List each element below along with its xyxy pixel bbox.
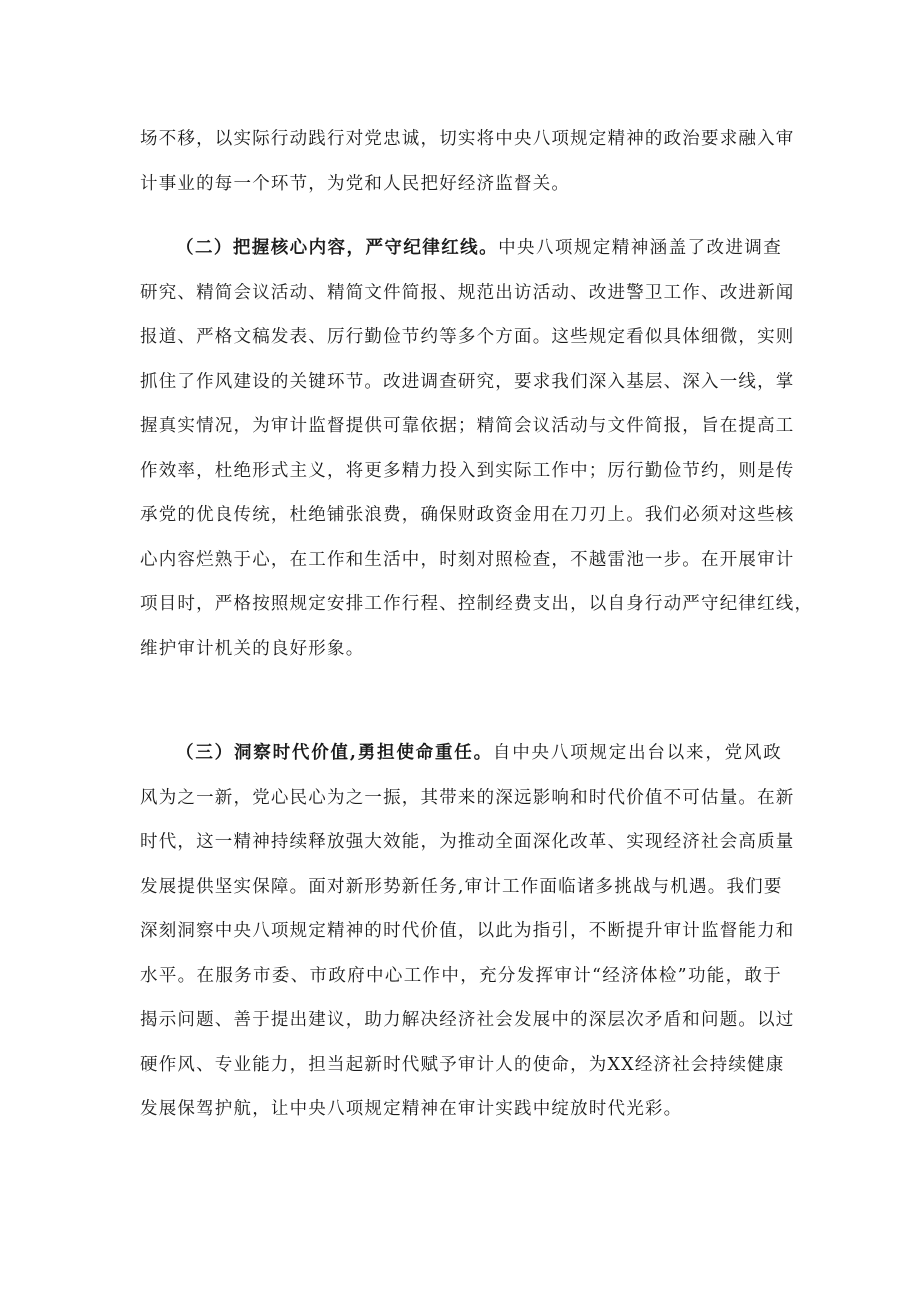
- paragraph-2-first-line: [140, 226, 782, 271]
- paragraph-1-line: 场不移，以实际行动践行对党忠诚，切实将中央八项规定精神的政治要求融入审: [140, 129, 795, 149]
- paragraph-2-line: 项目时，严格按照规定安排工作行程、控制经费支出，以自身行动严守纪律红线，: [140, 594, 814, 614]
- paragraph-3-line: 时代，这一精神持续释放强大效能，为推动全面深化改革、实现经济社会高质量: [140, 832, 795, 852]
- paragraph-2-line: 研究、精简会议活动、精简文件简报、规范出访活动、改进警卫工作、改进新闻: [140, 282, 795, 303]
- paragraph-3-line: 硬作风、专业能力，担当起新时代赋予审计人的使命，为XX经济社会持续健康: [140, 1054, 785, 1075]
- paragraph-2-line: 承党的优良传统，杜绝铺张浪费，确保财政资金用在刀刃上。我们必须对这些核: [140, 505, 795, 525]
- paragraph-2-line: 作效率，杜绝形式主义，将更多精力投入到实际工作中；厉行勤俭节约，则是传: [140, 460, 795, 481]
- paragraph-2-line: 报道、严格文稿发表、厉行勤俭节约等多个方面。这些规定看似具体细微，实则: [140, 327, 795, 347]
- paragraph-1: [140, 117, 795, 206]
- paragraph-1-line: 计事业的每一个环节，为党和人民把好经济监督关。: [140, 173, 571, 194]
- paragraph-3-first-line: [140, 731, 782, 776]
- paragraph-2-heading: （二）把握核心内容，严守纪律红线。: [176, 238, 499, 258]
- paragraph-3-line: 风为之一新，党心民心为之一振，其带来的深远影响和时代价值不可估量。在新: [140, 787, 795, 808]
- paragraph-2: [140, 226, 814, 671]
- paragraph-3-line: 水平。在服务市委、市政府中心工作中，充分发挥审计“经济体检”功能，敢于: [140, 965, 782, 986]
- paragraph-2-first-line-text: 中央八项规定精神涵盖了改进调查: [498, 238, 783, 258]
- paragraph-2-line: 心内容烂熟于心，在工作和生活中，时刻对照检查，不越雷池一步。在开展审计: [140, 549, 795, 570]
- paragraph-3-line: 发展提供坚实保障。面对新形势新任务,审计工作面临诸多挑战与机遇。我们要: [140, 876, 783, 897]
- paragraph-3-first-line-text: 自中央八项规定出台以来，党风政: [492, 743, 783, 763]
- paragraph-3-line: 揭示问题、善于提出建议，助力解决经济社会发展中的深层次矛盾和问题。以过: [140, 1010, 795, 1030]
- paragraph-2-line: 维护审计机关的良好形象。: [140, 638, 365, 659]
- paragraph-3: [140, 731, 795, 1132]
- paragraph-3-line: 发展保驾护航，让中央八项规定精神在审计实践中绽放时代光彩。: [140, 1099, 683, 1119]
- paragraph-2-line: 抓住了作风建设的关键环节。改进调查研究，要求我们深入基层、深入一线，掌: [140, 371, 795, 392]
- paragraph-3-line: 深刻洞察中央八项规定精神的时代价值，以此为指引，不断提升审计监督能力和: [140, 921, 795, 941]
- paragraph-3-heading: （三）洞察时代价值,勇担使命重任。: [176, 743, 493, 763]
- paragraph-2-line: 握真实情况，为审计监督提供可靠依据；精简会议活动与文件简报，旨在提高工: [140, 416, 795, 436]
